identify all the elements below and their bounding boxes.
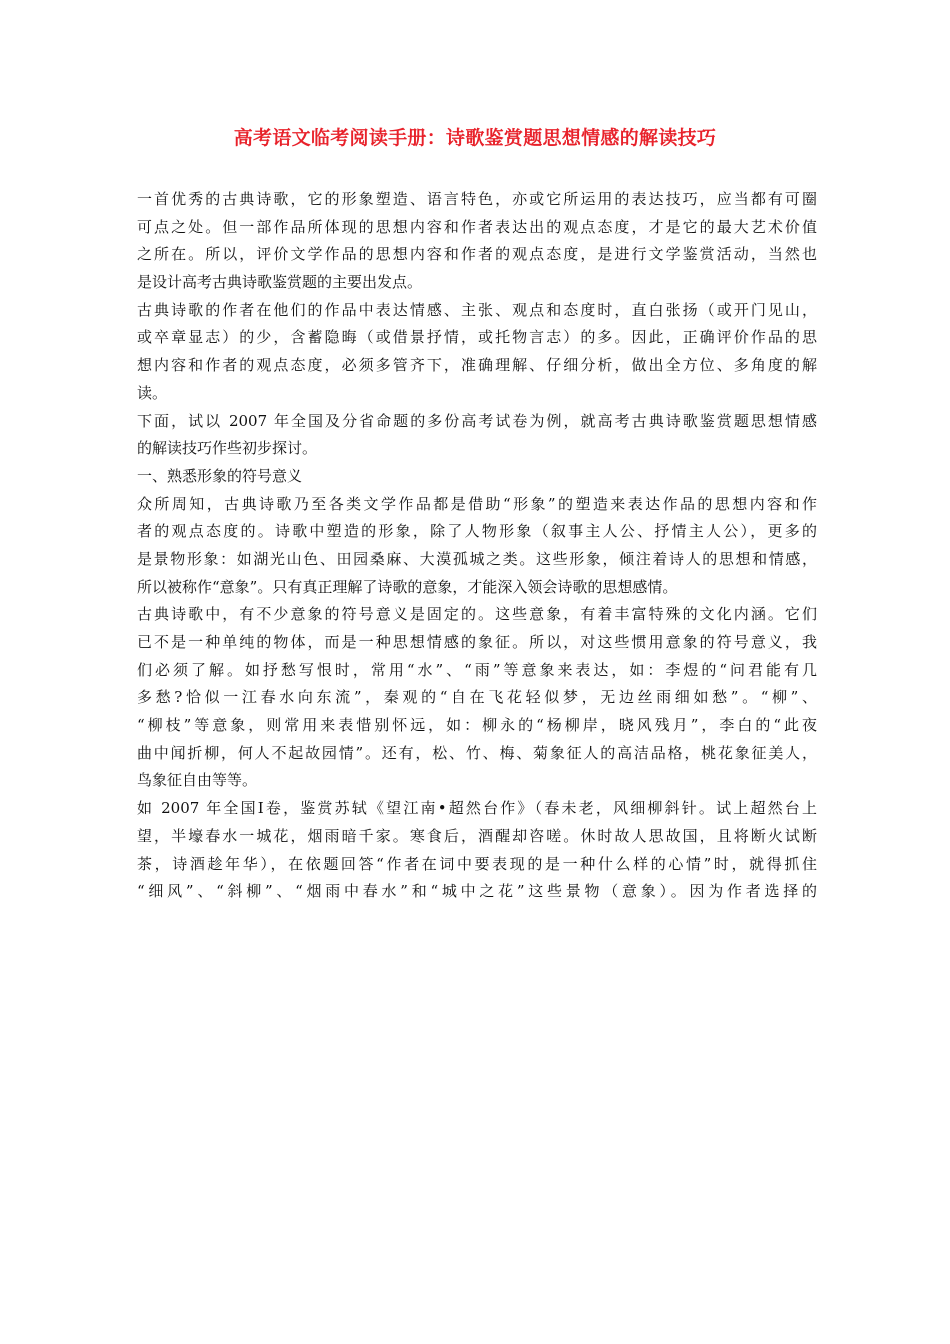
text-line: 一首优秀的古典诗歌，它的形象塑造、语言特色，亦或它所运用的表达技巧，应当都有可圈 [137, 190, 817, 208]
text-line: 鸟象征自由等等。 [137, 771, 258, 790]
text-line: 下面，试以 2007 年全国及分省命题的多份高考试卷为例，就高考古典诗歌鉴赏题思想情感 [137, 411, 817, 430]
text-line: 可点之处。但一部作品所体现的思想内容和作者表达出的观点态度，才是它的最大艺术价值 [137, 217, 817, 236]
text-line: 们必须了解。如抒愁写恨时，常用“水”、“雨”等意象来表达，如：李煜的“问君能有几 [137, 660, 817, 679]
text-line: 是设计高考古典诗歌鉴赏题的主要出发点。 [137, 273, 423, 292]
text-line: 已不是一种单纯的物体，而是一种思想情感的象征。所以，对这些惯用意象的符号意义，我 [137, 633, 817, 651]
page-title: 高考语文临考阅读手册：诗歌鉴赏题思想情感的解读技巧 [233, 127, 717, 149]
text-line: 想内容和作者的观点态度，必须多管齐下，准确理解、仔细分析，做出全方位、多角度的解 [137, 356, 817, 375]
text-line: 是景物形象：如湖光山色、田园桑麻、大漠孤城之类。这些形象，倾注着诗人的思想和情感， [137, 549, 817, 568]
text-line: 或卒章显志）的少，含蓄隐晦（或借景抒情，或托物言志）的多。因此，正确评价作品的思 [137, 328, 817, 347]
section-heading: 一、熟悉形象的符号意义 [137, 466, 303, 485]
article-body [137, 186, 817, 906]
text-line: 如 2007 年全国Ⅰ卷，鉴赏苏轼《望江南•超然台作》（春未老，风细柳斜针。试上超然台上 [137, 799, 817, 818]
text-line: 众所周知，古典诗歌乃至各类文学作品都是借助“形象”的塑造来表达作品的思想内容和作 [137, 494, 817, 513]
text-line: 望，半壕春水一城花，烟雨暗千家。寒食后，酒醒却咨嗟。休时故人思故国，且将断火试断 [137, 826, 817, 845]
text-line: 的解读技巧作些初步探讨。 [137, 439, 318, 458]
text-line: 读。 [137, 383, 168, 402]
text-line: 之所在。所以，评价文学作品的思想内容和作者的观点态度，是进行文学鉴赏活动，当然也 [137, 245, 817, 264]
text-line: “柳枝”等意象，则常用来表惜别怀远，如：柳永的“杨柳岸，晓风残月”，李白的“此夜 [137, 716, 817, 735]
text-line: 茶，诗酒趁年华），在依题回答“作者在词中要表现的是一种什么样的心情”时，就得抓住 [137, 854, 817, 873]
text-line: “细风”、“斜柳”、“烟雨中春水”和“城中之花”这些景物（意象）。因为作者选择的 [137, 882, 817, 901]
text-line: 曲中闻折柳，何人不起故园情”。还有，松、竹、梅、菊象征人的高洁品格，桃花象征美人， [137, 743, 817, 762]
text-line: 古典诗歌中，有不少意象的符号意义是固定的。这些意象，有着丰富特殊的文化内涵。它们 [137, 605, 817, 624]
text-line: 者的观点态度的。诗歌中塑造的形象，除了人物形象（叙事主人公、抒情主人公），更多的 [137, 522, 817, 541]
text-line: 所以被称作“意象”。只有真正理解了诗歌的意象，才能深入领会诗歌的思想感情。 [137, 577, 678, 596]
text-line: 多愁?恰似一江春水向东流”，秦观的“自在飞花轻似梦，无边丝雨细如愁”。“柳”、 [137, 688, 817, 707]
text-line: 古典诗歌的作者在他们的作品中表达情感、主张、观点和态度时，直白张扬（或开门见山， [137, 300, 817, 319]
